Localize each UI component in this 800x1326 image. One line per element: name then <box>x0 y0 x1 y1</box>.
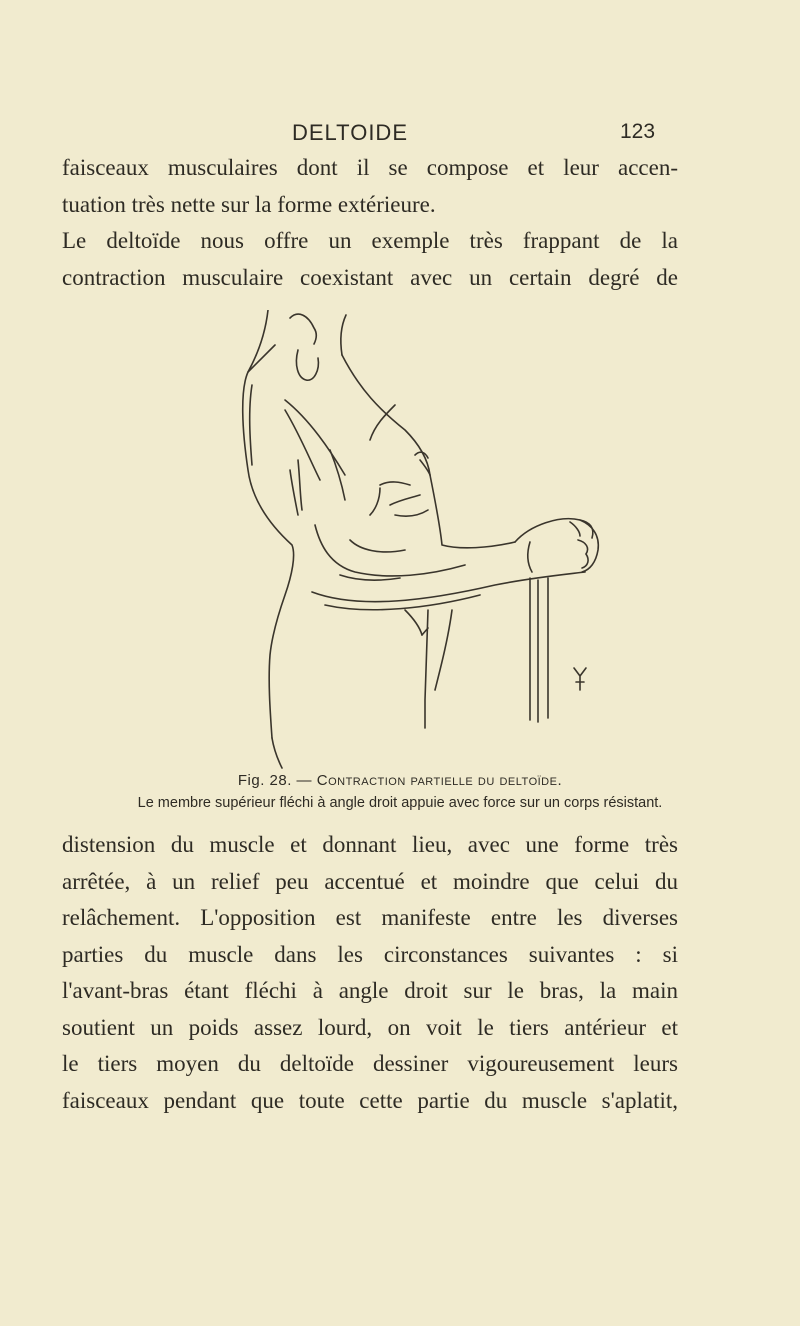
figure-label: Fig. 28. — <box>237 772 313 789</box>
text-line: relâchement. L'opposition est manifeste entre les diverses <box>62 905 678 930</box>
figure-title: Contraction partielle du deltoïde. <box>316 772 563 789</box>
deltoid-fibre <box>290 470 298 515</box>
figure-caption: Le membre supérieur fléchi à angle droit appuie avec force sur un corps résistant. <box>137 795 663 811</box>
text-line: Le deltoïde nous offre un exemple très frappant de la <box>62 228 678 253</box>
running-title: DELTOIDE <box>292 120 408 145</box>
text-line: faisceaux musculaires dont il se compose et leur accen- <box>62 155 678 180</box>
paragraph-top <box>62 150 678 296</box>
deltoid-fibre <box>330 450 345 500</box>
deltoid-fibre <box>298 460 302 510</box>
text-line: l'avant-bras étant fléchi à angle droit sur le bras, la main <box>62 978 678 1003</box>
pointer-mark <box>574 668 586 690</box>
text-line: tuation très nette sur la forme extérieure. <box>62 191 436 217</box>
text-line: soutient un poids assez lourd, on voit le tiers antérieur et <box>62 1014 678 1040</box>
text-line: le tiers moyen du deltoïde dessiner vigoureusement leurs <box>62 1051 678 1076</box>
text-line: parties du muscle dans les circonstances suivantes : si <box>62 941 678 967</box>
shoulder-cap <box>296 350 318 380</box>
biceps-contour <box>430 475 515 548</box>
text-line: distension du muscle et donnant lieu, avec une forme très <box>62 832 678 857</box>
figure-caption-title <box>0 772 800 789</box>
elbow-contour <box>425 610 428 728</box>
fist <box>580 520 598 572</box>
arm-back-contour <box>243 310 294 738</box>
forearm-top <box>515 519 593 542</box>
deltoid-fibre <box>285 400 345 475</box>
page-number: 123 <box>620 120 656 143</box>
deltoid-illustration <box>230 310 610 770</box>
text-line: contraction musculaire coexistant avec un certain degré de <box>62 264 678 290</box>
forearm-bottom <box>312 572 585 602</box>
text-line: faisceaux pendant que toute cette partie du muscle s'aplatit, <box>62 1087 678 1113</box>
arm-back-inner <box>250 385 252 465</box>
figure-deltoid-drawing <box>230 310 610 770</box>
neck-line <box>341 315 346 355</box>
paragraph-bottom <box>62 827 678 1119</box>
page-header <box>0 120 800 150</box>
shoulder-top <box>290 314 316 344</box>
text-line: arrêtée, à un relief peu accentué et moindre que celui du <box>62 868 678 894</box>
